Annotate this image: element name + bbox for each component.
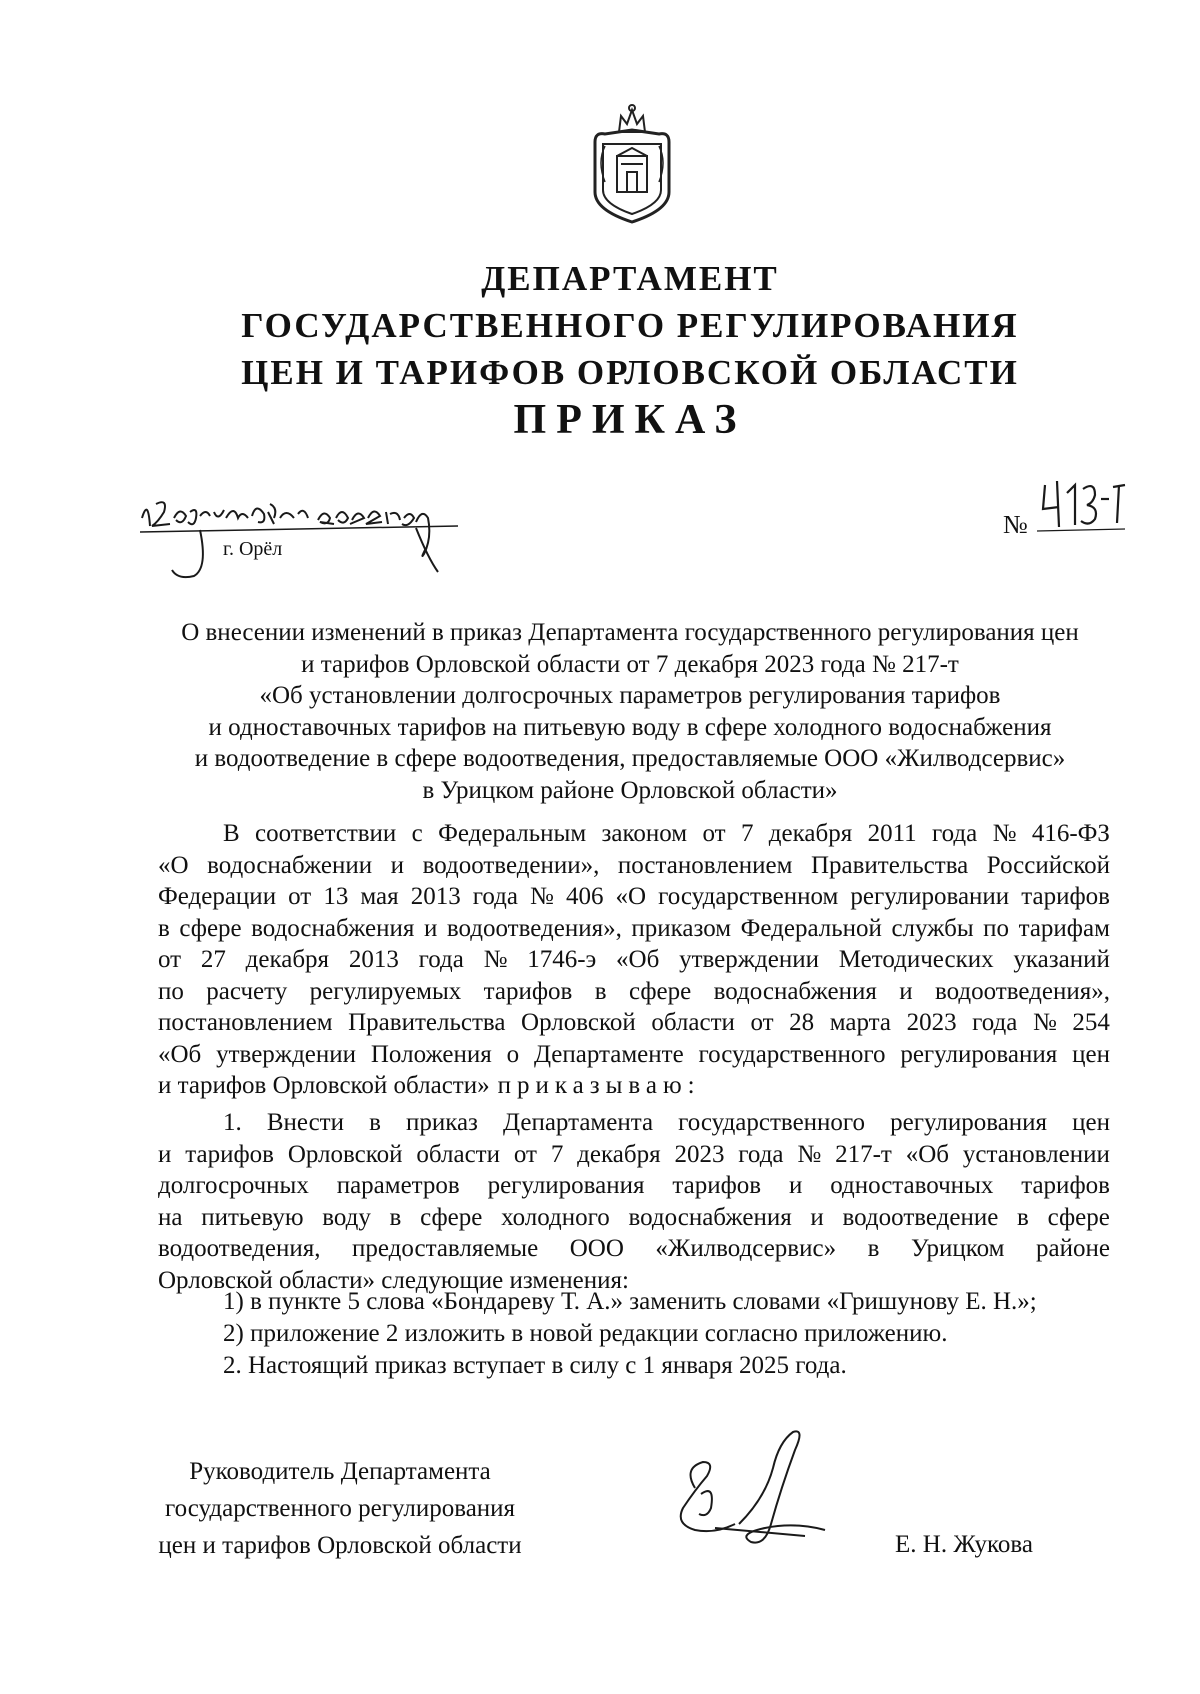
word: «Жилводсервис» <box>655 1235 837 1262</box>
word: 28 <box>789 1009 815 1036</box>
word: регулируемых <box>309 977 462 1005</box>
word: постановлением <box>617 851 793 879</box>
word: на <box>158 1203 183 1231</box>
word: декабря <box>577 1140 661 1168</box>
preamble-line <box>158 818 1110 850</box>
word: постановлением <box>158 1009 333 1036</box>
subject-line: «Об установлении долгосрочных параметров регулирования тарифов <box>259 682 1001 709</box>
clause-1-line <box>158 1233 1110 1265</box>
word: 2013 <box>410 883 461 910</box>
word: сфере <box>1047 1203 1110 1231</box>
word: воду <box>322 1203 371 1231</box>
word: В <box>223 820 240 847</box>
word: расчету <box>206 977 288 1005</box>
number-label: № <box>1003 510 1028 539</box>
word: государственного <box>678 1109 866 1136</box>
subject-line: и тарифов Орловской области от 7 декабря 2023 года № 217-т <box>301 650 959 678</box>
word: 1746-э <box>527 946 597 973</box>
word: службы <box>891 914 974 942</box>
preamble-line <box>158 913 1110 945</box>
word: Российской <box>986 851 1110 879</box>
word: водоотведение <box>842 1203 999 1231</box>
word: Внести <box>266 1109 344 1136</box>
word: регулирования <box>890 1109 1048 1136</box>
word: тарифов <box>1021 1172 1110 1199</box>
word: Департаменте <box>533 1040 684 1068</box>
word: в <box>369 1109 381 1136</box>
word: ООО <box>569 1235 624 1262</box>
word: 2023 <box>906 1009 957 1036</box>
handwritten-signature <box>655 1428 865 1568</box>
word: водоотведения», <box>934 977 1110 1005</box>
word: водоотведения», <box>446 914 622 942</box>
coat-of-arms-icon <box>583 102 681 224</box>
word: 13 <box>323 883 349 910</box>
word: 7 <box>740 820 754 847</box>
word: тарифов <box>1021 883 1110 910</box>
word: № <box>1032 1009 1057 1036</box>
word: 1. <box>223 1109 242 1136</box>
word: утверждении <box>216 1040 357 1068</box>
word: от <box>702 820 726 847</box>
preamble-line <box>158 1007 1110 1039</box>
word: Департамента <box>503 1109 654 1136</box>
word: 7 <box>550 1140 564 1168</box>
word: года <box>418 946 464 973</box>
word: Орловской <box>287 1140 403 1168</box>
word: № <box>530 883 554 910</box>
word: с <box>411 820 423 847</box>
word: 406 <box>565 883 604 910</box>
word: районе <box>1035 1235 1110 1262</box>
word: Правительства <box>348 1009 506 1036</box>
preamble-line <box>158 976 1110 1008</box>
word: от <box>288 883 312 910</box>
word: Положения <box>370 1040 492 1068</box>
department-header <box>150 255 1110 396</box>
word: в <box>594 977 607 1005</box>
word: холодного <box>501 1203 610 1231</box>
preamble-line <box>158 944 1110 976</box>
word: декабря <box>768 820 853 847</box>
word: года <box>932 820 978 847</box>
header-line-3: ЦЕН И ТАРИФОВ ОРЛОВСКОЙ ОБЛАСТИ <box>241 353 1019 392</box>
word: по <box>158 977 184 1005</box>
word: и <box>899 977 913 1005</box>
word: мая <box>360 883 399 910</box>
word: в <box>158 914 170 942</box>
clause-1-subitem-2: 2) приложение 2 изложить в новой редакции согласно приложению. <box>223 1320 948 1347</box>
word: установлении <box>962 1140 1110 1168</box>
word: водоснабжения <box>713 977 877 1005</box>
word: от <box>158 946 182 973</box>
subject-line: в Урицком районе Орловской области» <box>422 776 838 804</box>
word: сфере <box>420 1203 483 1231</box>
word: 416-ФЗ <box>1031 820 1110 847</box>
clause-2: 2. Настоящий приказ вступает в силу с 1 января 2025 года. <box>223 1352 847 1379</box>
preamble-line-final <box>158 1070 1110 1102</box>
word: области <box>651 1009 735 1036</box>
preamble <box>158 818 1110 1102</box>
word: и <box>810 1203 824 1231</box>
word: водоотведения, <box>158 1235 321 1262</box>
word: года <box>972 1009 1018 1036</box>
word: по <box>983 914 1010 942</box>
word: питьевую <box>201 1203 304 1231</box>
word: в <box>1017 1203 1029 1231</box>
word: тарифам <box>1018 914 1110 942</box>
clause-1-line: Орловской области» следующие изменения: <box>158 1266 629 1294</box>
word: регулирования <box>487 1172 645 1199</box>
preamble-line <box>158 881 1110 913</box>
word: цен <box>1072 1109 1110 1136</box>
clause-1-line <box>158 1139 1110 1171</box>
word: водоснабжении <box>207 851 373 879</box>
word: марта <box>829 1009 891 1036</box>
word: предоставляемые <box>352 1235 539 1262</box>
subject-line: О внесении изменений в приказ Департамента государственного регулирования цен <box>181 619 1079 646</box>
city-label: г. Орёл <box>223 538 283 560</box>
word: водоотведении», <box>422 851 600 879</box>
word: одноставочных <box>830 1172 994 1199</box>
word: № <box>992 820 1017 847</box>
word: приказом <box>631 914 732 942</box>
word: года <box>738 1140 784 1168</box>
order-word: приказываю: <box>497 1072 701 1099</box>
word: долгосрочных <box>158 1172 309 1199</box>
header-line-2: ГОСУДАРСТВЕННОГО РЕГУЛИРОВАНИЯ <box>241 306 1019 345</box>
clause-1-subitem-1: 1) в пункте 5 слова «Бондареву Т. А.» заменить словами «Гришунову Е. Н.»; <box>223 1288 1037 1315</box>
word: и <box>390 851 405 879</box>
word: тарифов <box>483 977 573 1005</box>
signer-position-line: Руководитель Департамента <box>189 1458 491 1485</box>
word: Орловской <box>521 1009 636 1036</box>
word: «О <box>615 883 647 910</box>
order-subject <box>150 617 1110 806</box>
word: и <box>158 1140 172 1168</box>
word: 2023 <box>674 1140 725 1168</box>
word: «Об <box>905 1140 950 1168</box>
word: в <box>389 1203 402 1231</box>
word: регулировании <box>850 883 1010 910</box>
preamble-line <box>158 850 1110 882</box>
word: Правительства <box>810 851 969 879</box>
word: «Об <box>616 946 660 973</box>
word: указаний <box>1013 946 1110 973</box>
word: сфере <box>628 977 692 1005</box>
word: «Об <box>158 1040 202 1068</box>
word: параметров <box>336 1172 460 1199</box>
word: № <box>483 946 508 973</box>
signer-position-line: государственного регулирования <box>164 1495 516 1522</box>
word: государственном <box>658 883 839 910</box>
word: утверждении <box>679 946 819 973</box>
clause-1 <box>158 1107 1110 1296</box>
word: о <box>506 1040 520 1068</box>
signer-name: Е. Н. Жукова <box>895 1531 1033 1558</box>
word: года <box>472 883 518 910</box>
word: тарифов <box>185 1140 274 1168</box>
word: цен <box>1072 1040 1110 1068</box>
preamble-line <box>158 1039 1110 1071</box>
word: 254 <box>1072 1009 1110 1036</box>
word: тарифов <box>672 1172 762 1199</box>
word: соответствии <box>255 820 397 847</box>
clause-1-line <box>158 1170 1110 1202</box>
word: «О <box>158 851 189 879</box>
clause-1-line <box>158 1107 1110 1139</box>
word: Федеральной <box>740 914 882 942</box>
word: 2013 <box>348 946 399 973</box>
word: водоснабжения <box>628 1203 792 1231</box>
word: сфере <box>179 914 242 942</box>
word: декабря <box>245 946 330 973</box>
word: от <box>750 1009 774 1036</box>
word: Методических <box>838 946 994 973</box>
word: государственного <box>698 1040 886 1068</box>
signer-position-line: цен и тарифов Орловской области <box>158 1532 522 1559</box>
header-line-1: ДЕПАРТАМЕНТ <box>481 259 779 298</box>
word: Федерации <box>158 883 277 910</box>
word: Урицком <box>910 1235 1005 1262</box>
preamble-last-text: и тарифов Орловской области» <box>158 1072 490 1099</box>
word: 27 <box>200 946 226 973</box>
subject-line: и водоотведение в сфере водоотведения, предоставляемые ООО «Жилводсервис» <box>194 745 1066 772</box>
word: 2011 <box>867 820 917 847</box>
word: в <box>867 1235 880 1262</box>
word: и <box>788 1172 803 1199</box>
word: водоснабжения <box>251 914 415 942</box>
word: законом <box>601 820 688 847</box>
handwritten-date <box>138 488 468 598</box>
clause-1-line <box>158 1202 1110 1234</box>
word: № <box>797 1140 822 1168</box>
document-type: ПРИКАЗ <box>513 397 747 443</box>
word: Федеральным <box>438 820 587 847</box>
word: области <box>416 1140 500 1168</box>
word: приказ <box>405 1109 478 1136</box>
word: и <box>423 914 438 942</box>
word: регулирования <box>900 1040 1058 1068</box>
word: 217-т <box>835 1140 892 1168</box>
word: от <box>513 1140 537 1168</box>
subject-line: и одноставочных тарифов на питьевую воду в сфере холодного водоснабжения <box>208 713 1052 741</box>
signer-position <box>150 1453 530 1564</box>
handwritten-number <box>1037 475 1127 545</box>
